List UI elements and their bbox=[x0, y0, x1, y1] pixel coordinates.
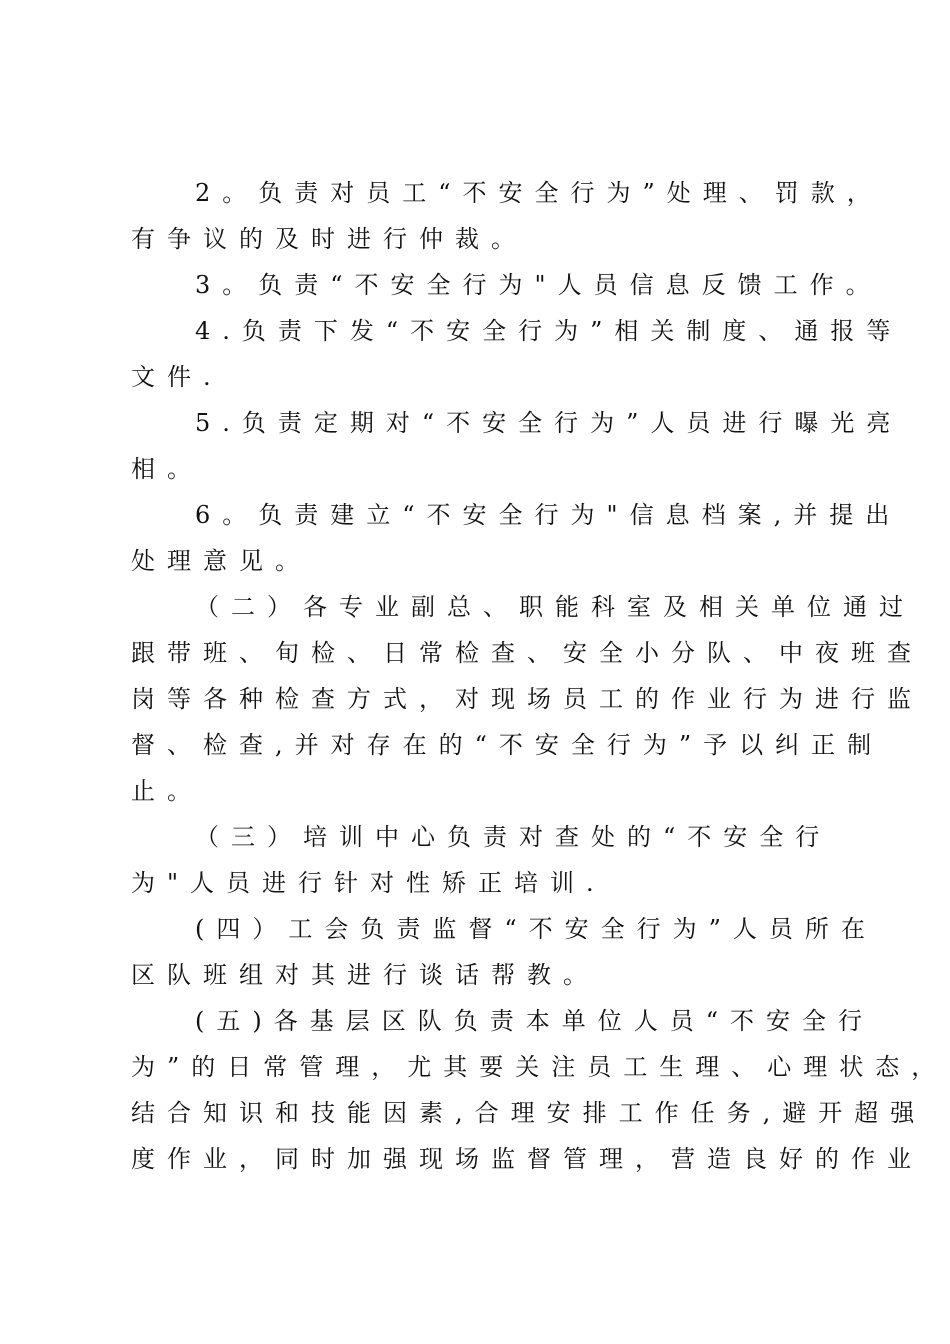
text-line: 为”的日常管理，尤其要关注员工生理、心理状态， bbox=[131, 1053, 948, 1081]
text-line: 4.负责下发“不安全行为”相关制度、通报等 bbox=[195, 317, 903, 345]
text-line: 为"人员进行针对性矫正培训. bbox=[131, 869, 606, 897]
text-line: （三）培训中心负责对查处的“不安全行 bbox=[195, 823, 832, 851]
text-line: 6。负责建立“不安全行为"信息档案,并提出 bbox=[195, 501, 902, 529]
text-line: 度作业，同时加强现场监督管理，营造良好的作业 bbox=[131, 1145, 923, 1173]
text-line: 2。负责对员工“不安全行为”处理、罚款， bbox=[195, 179, 883, 207]
text-line: 岗等各种检查方式，对现场员工的作业行为进行监 bbox=[131, 685, 923, 713]
text-line: 跟带班、旬检、日常检查、安全小分队、中夜班查 bbox=[131, 639, 923, 667]
text-line: 相。 bbox=[131, 455, 203, 483]
text-line: 督、检查,并对存在的“不安全行为”予以纠正制 bbox=[131, 731, 884, 759]
text-line: 处理意见。 bbox=[131, 547, 311, 575]
text-line: 止。 bbox=[131, 777, 203, 805]
text-line: 结合知识和技能因素,合理安排工作任务,避开超强 bbox=[131, 1099, 927, 1127]
text-line: 有争议的及时进行仲裁。 bbox=[131, 225, 527, 253]
text-line: 5.负责定期对“不安全行为”人员进行曝光亮 bbox=[195, 409, 903, 437]
text-line: 区队班组对其进行谈话帮教。 bbox=[131, 961, 599, 989]
text-line: (四）工会负责监督“不安全行为”人员所在 bbox=[195, 915, 877, 943]
text-line: （二）各专业副总、职能科室及相关单位通过 bbox=[195, 593, 915, 621]
text-line: 文件. bbox=[131, 363, 223, 391]
text-line: (五)各基层区队负责本单位人员“不安全行 bbox=[195, 1007, 874, 1035]
text-line: 3。负责“不安全行为"人员信息反馈工作。 bbox=[195, 271, 882, 299]
